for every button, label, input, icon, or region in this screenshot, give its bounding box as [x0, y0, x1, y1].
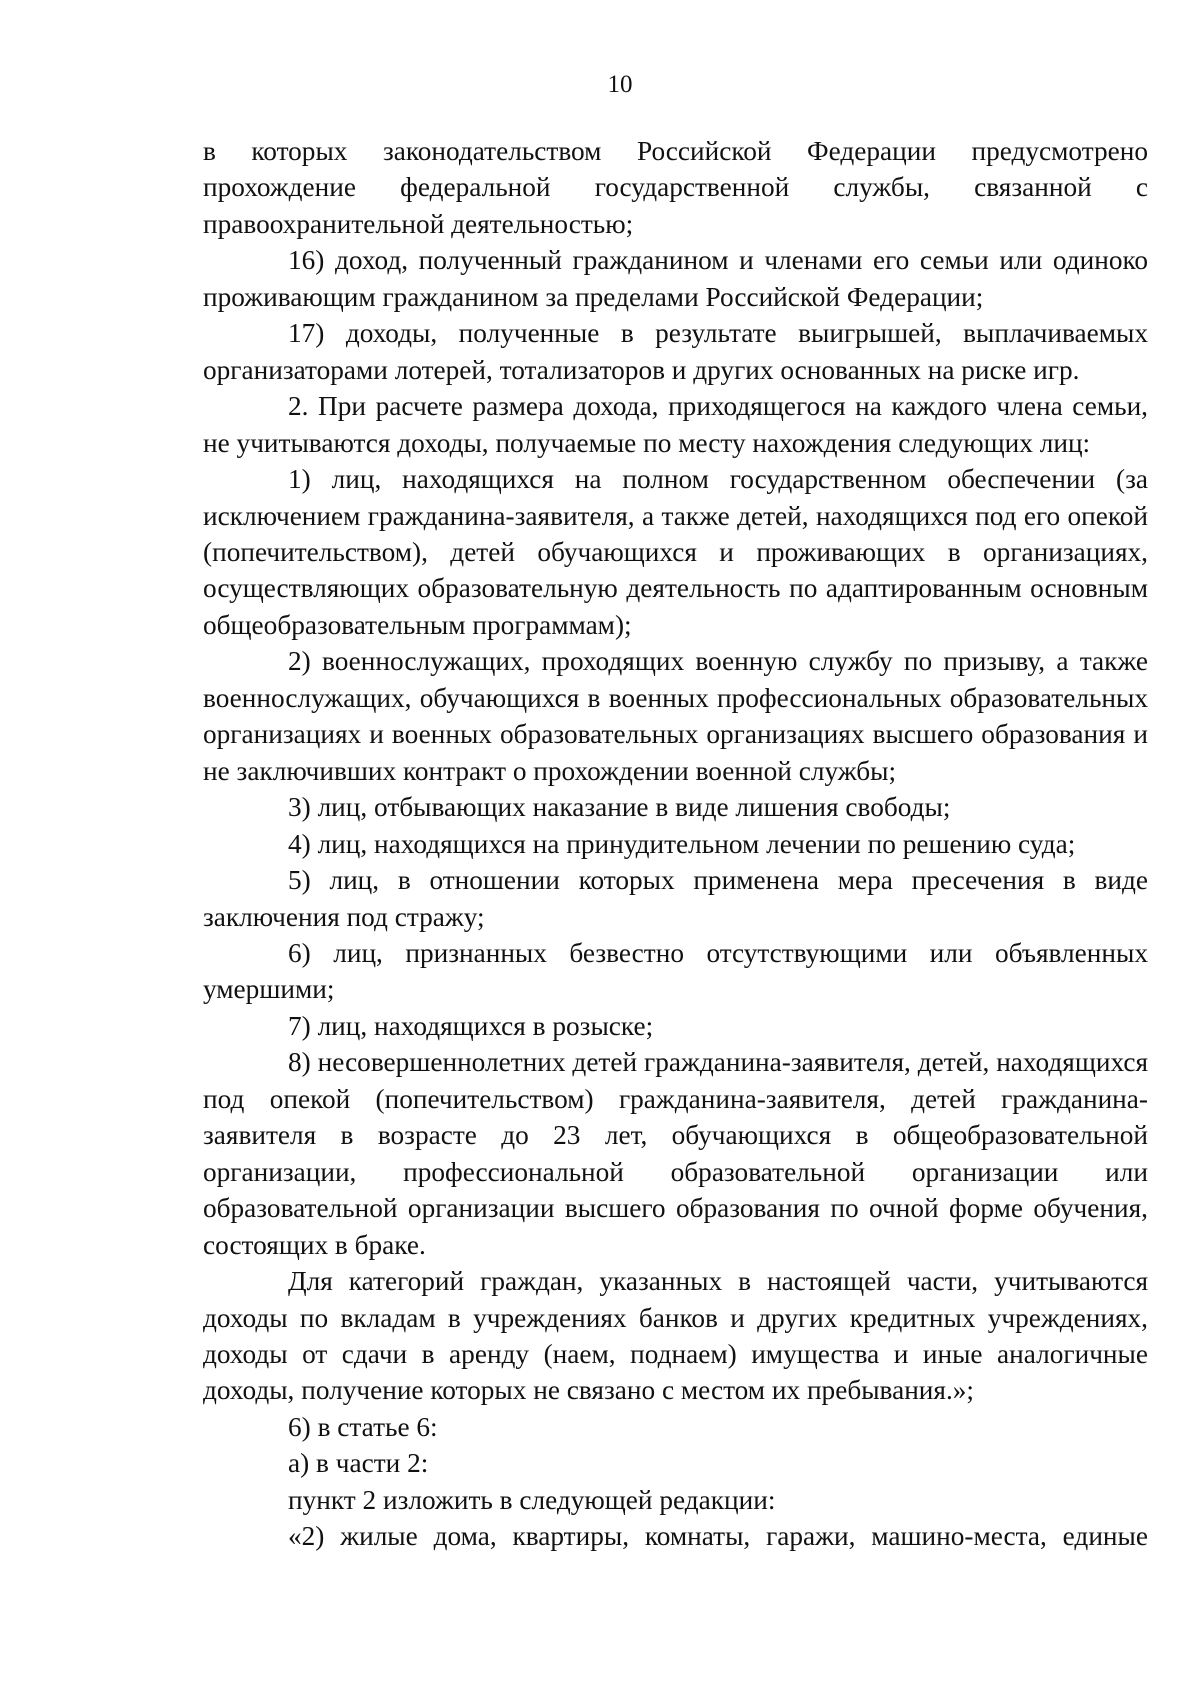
page-number: 10: [607, 71, 633, 98]
paragraph: 6) в статье 6:: [288, 1411, 438, 1442]
paragraph: в которых законодательством Российской Федерации предусмотрено прохождение федеральной государственной службы, связанной с правоохранительной деятельностью;: [203, 136, 1148, 239]
paragraph: 4) лиц, находящихся на принудительном лечении по решению суда;: [288, 828, 1076, 859]
paragraph: 17) доходы, полученные в результате выигрышей, выплачиваемых организаторами лотерей, тотализаторов и других основанных на риске игр.: [203, 318, 1148, 385]
paragraph: 3) лиц, отбывающих наказание в виде лишения свободы;: [288, 792, 951, 823]
paragraph: 2) военнослужащих, проходящих военную службу по призыву, а также военнослужащих, обучающихся в военных профессиональных образовательных организациях и военных образовательных организациях высшего образования и не заключивших контракт о прохождении военной службы;: [203, 646, 1148, 786]
paragraph: а) в части 2:: [288, 1448, 429, 1479]
paragraph: 5) лиц, в отношении которых применена мера пресечения в виде заключения под стражу;: [203, 865, 1148, 932]
paragraph: 16) доход, полученный гражданином и членами его семьи или одиноко проживающим гражданином за пределами Российской Федерации;: [203, 245, 1148, 312]
paragraph: 2. При расчете размера дохода, приходящегося на каждого члена семьи, не учитываются доходы, получаемые по месту нахождения следующих лиц:: [203, 391, 1148, 458]
paragraph: 8) несовершеннолетних детей гражданина-заявителя, детей, находящихся под опекой (попечительством) гражданина-заявителя, детей гражданина-заявителя в возрасте до 23 лет, обучающихся в общеобразовательной организации, профессиональной образовательной организации или образовательной организации высшего образования по очной форме обучения, состоящих в браке.: [203, 1047, 1148, 1260]
paragraph: пункт 2 изложить в следующей редакции:: [288, 1484, 776, 1515]
paragraph: 6) лиц, признанных безвестно отсутствующими или объявленных умершими;: [203, 937, 1148, 1005]
paragraph: 1) лиц, находящихся на полном государственном обеспечении (за исключением гражданина-заявителя, а также детей, находящихся под его опекой (попечительством), детей обучающихся и проживающих в организациях, осуществляющих образовательную деятельность по адаптированным основным общеобразовательным программам);: [203, 464, 1148, 640]
paragraph: «2) жилые дома, квартиры, комнаты, гаражи, машино-места, единые: [288, 1521, 1148, 1552]
document-body: [203, 133, 1148, 1555]
paragraph: Для категорий граждан, указанных в настоящей части, учитываются доходы по вкладам в учреждениях банков и других кредитных учреждениях, доходы от сдачи в аренду (наем, поднаем) имущества и иные аналогичные доходы, получение которых не связано с местом их пребывания.»;: [203, 1266, 1148, 1406]
paragraph: 7) лиц, находящихся в розыске;: [288, 1010, 654, 1041]
